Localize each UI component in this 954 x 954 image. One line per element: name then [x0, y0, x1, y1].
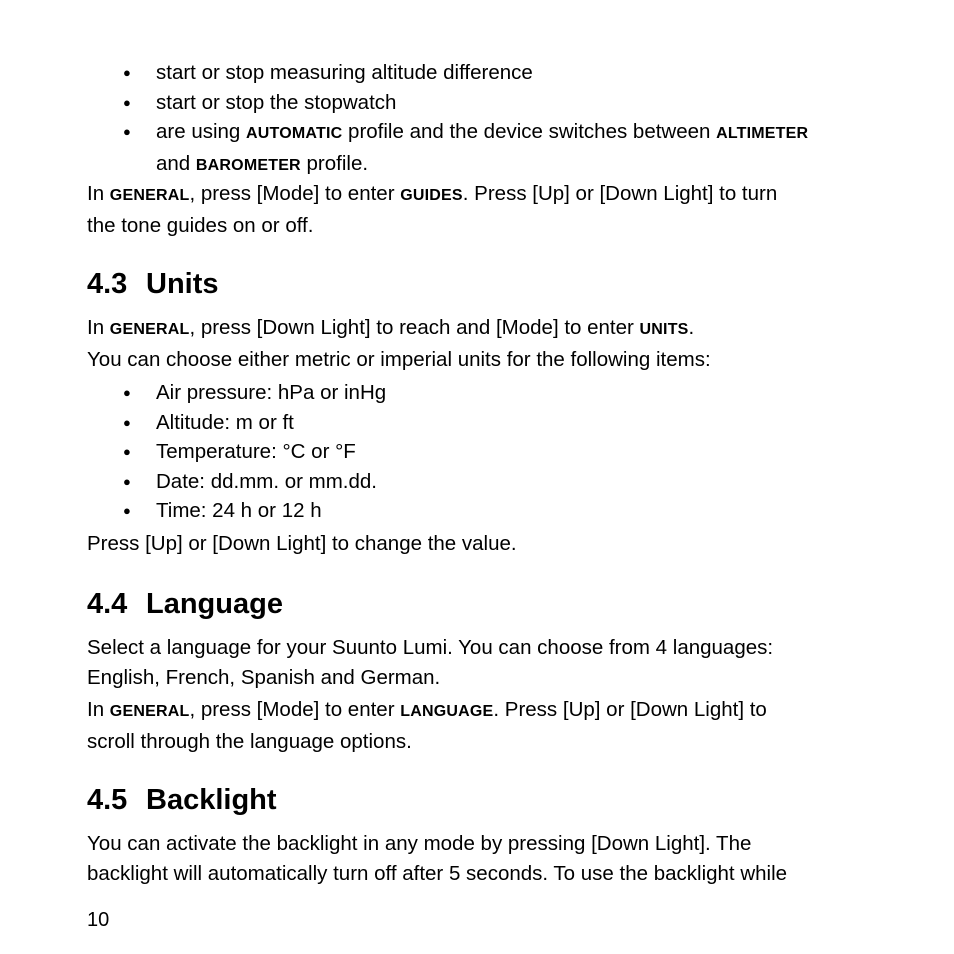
language-paragraph-2: In GENERAL, press [Mode] to enter LANGUAGE. Press [Up] or [Down Light] to scroll through the language options. [87, 698, 767, 753]
units-lead: You can choose either metric or imperial units for the following items: [87, 348, 711, 371]
bullet-icon: ● [123, 124, 131, 139]
bullet-icon: ● [123, 503, 131, 518]
list-item-text: are using AUTOMATIC profile and the device switches between ALTIMETER and BAROMETER profile. [156, 120, 809, 175]
list-item [87, 378, 877, 408]
bullet-icon: ● [123, 65, 131, 80]
backlight-paragraph: You can activate the backlight in any mode by pressing [Down Light]. The backlight will automatically turn off after 5 seconds. To use the backlight while [87, 832, 788, 885]
list-item [87, 496, 877, 526]
keyword-units: UNITS [639, 321, 689, 338]
section-heading-language [87, 587, 283, 621]
bullet-icon: ● [123, 473, 131, 489]
guides-paragraph: In GENERAL, press [Mode] to enter GUIDES. Press [Up] or [Down Light] to turn the tone guides on or off. [87, 182, 778, 237]
keyword-general: GENERAL [109, 703, 190, 720]
list-item [87, 467, 877, 497]
units-list [87, 378, 877, 526]
section-title: Language [146, 588, 283, 620]
bullet-icon: ● [123, 414, 131, 430]
list-item [87, 58, 877, 88]
language-paragraph-1: Select a language for your Suunto Lumi. You can choose from 4 languages: English, French, Spanish and German. [87, 636, 774, 689]
keyword-guides: GUIDES [400, 187, 463, 204]
units-intro: In GENERAL, press [Down Light] to reach and [Mode] to enter UNITS. [87, 316, 695, 339]
list-item [87, 88, 877, 118]
list-item-text: Altitude: m or ft [156, 410, 294, 434]
list-item-text: start or stop the stopwatch [156, 90, 397, 114]
list-item-text: Date: dd.mm. or mm.dd. [156, 469, 378, 493]
list-item [87, 117, 877, 180]
page-number: 10 [87, 909, 110, 931]
units-outro: Press [Up] or [Down Light] to change the value. [87, 532, 517, 555]
section-heading-backlight [87, 783, 277, 817]
keyword-altimeter: ALTIMETER [716, 125, 809, 142]
list-item [87, 408, 877, 438]
section-number: 4.5 [87, 784, 128, 816]
keyword-language: LANGUAGE [400, 703, 494, 720]
keyword-general: GENERAL [109, 187, 190, 204]
top-bullet-list [87, 58, 877, 180]
list-item-text: start or stop measuring altitude difference [156, 61, 533, 84]
list-item-text: Temperature: °C or °F [156, 440, 356, 463]
bullet-icon: ● [123, 444, 131, 459]
section-title: Units [146, 268, 219, 300]
section-title: Backlight [146, 784, 277, 816]
list-item-text: Time: 24 h or 12 h [156, 499, 322, 522]
section-number: 4.4 [87, 588, 128, 620]
bullet-icon: ● [123, 94, 131, 110]
list-item [87, 437, 877, 467]
list-item-text: Air pressure: hPa or inHg [156, 381, 387, 404]
keyword-automatic: AUTOMATIC [246, 125, 343, 142]
keyword-barometer: BAROMETER [195, 156, 301, 174]
section-number: 4.3 [87, 268, 128, 300]
keyword-general: GENERAL [109, 321, 190, 338]
section-heading-units [87, 267, 219, 301]
bullet-icon: ● [123, 385, 131, 400]
